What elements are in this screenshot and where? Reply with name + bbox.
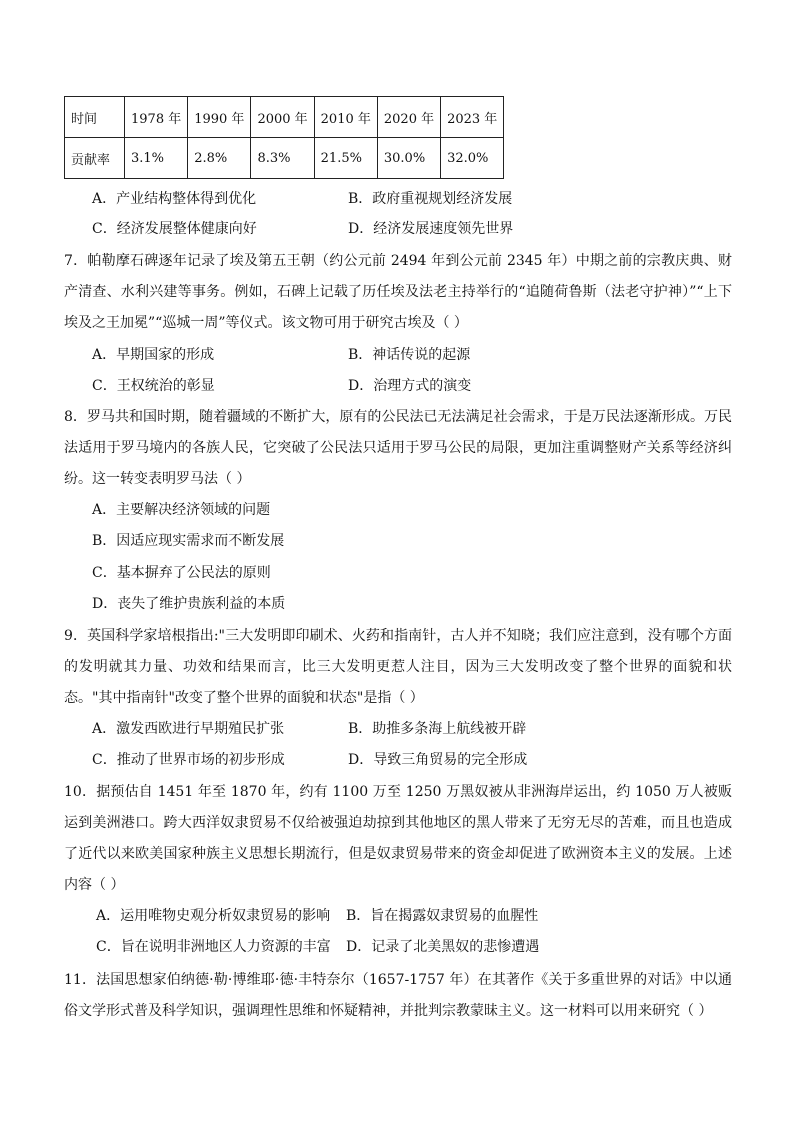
q9-option-c: C．推动了世界市场的初步形成 (92, 752, 285, 768)
table-cell: 时间 (65, 97, 125, 138)
table-cell: 32.0% (441, 138, 504, 179)
q8-option-a: A．主要解决经济领域的问题 (92, 502, 271, 518)
q9-stem: 9．英国科学家培根指出:"三大发明即印刷术、火药和指南针，古人并不知晓；我们应注意到，没有哪个方面的发明就其力量、功效和结果而言，比三大发明更惹人注目，因为三大发明改变了整个世界的面貌和状态。"其中指南针"改变了整个世界的面貌和状态"是指（ ） (64, 628, 732, 706)
q8-option-d: D．丧失了维护贵族利益的本质 (92, 596, 286, 612)
q6-option-b: B．政府重视规划经济发展 (348, 191, 513, 207)
q9-option-a: A．激发西欧进行早期殖民扩张 (92, 721, 285, 737)
q8-stem: 8．罗马共和国时期，随着疆域的不断扩大，原有的公民法已无法满足社会需求，于是万民法逐渐形成。万民法适用于罗马境内的各族人民，它突破了公民法只适用于罗马公民的局限，更加注重调整财产关系等经济纠纷。这一转变表明罗马法（ ） (64, 409, 732, 487)
q7-option-d: D．治理方式的演变 (348, 378, 472, 394)
q8-option-b: B．因适应现实需求而不断发展 (92, 533, 285, 549)
table-cell: 2.8% (188, 138, 251, 179)
q10-option-a: A．运用唯物史观分析奴隶贸易的影响 (96, 908, 331, 924)
q7-option-b: B．神话传说的起源 (348, 347, 471, 363)
q9-option-b: B．助推多条海上航线被开辟 (348, 721, 527, 737)
q6-option-c: C．经济发展整体健康向好 (92, 221, 257, 237)
q8-option-c: C．基本摒弃了公民法的原则 (92, 565, 271, 581)
table-cell: 3.1% (125, 138, 188, 179)
q7-option-c: C．王权统治的彰显 (92, 378, 215, 394)
table-cell: 2020 年 (377, 97, 440, 138)
table-row (65, 97, 504, 138)
table-row (65, 138, 504, 179)
table-cell: 2000 年 (251, 97, 314, 138)
table-cell: 8.3% (251, 138, 314, 179)
table-cell: 2010 年 (314, 97, 377, 138)
q9-option-d: D．导致三角贸易的完全形成 (348, 752, 528, 768)
table-cell: 21.5% (314, 138, 377, 179)
q10-stem: 10．据预估自 1451 年至 1870 年，约有 1100 万至 1250 万黑奴被从非洲海岸运出，约 1050 万人被贩运到美洲港口。跨大西洋奴隶贸易不仅给被强迫劫掠到其他地区的黑人带来了无穷无尽的苦难，而且也造成了近代以来欧美国家种族主义思想长期流行，但是奴隶贸易带来的资金却促进了欧洲资本主义的发展。上述内容（ ） (64, 784, 732, 893)
q7-stem: 7．帕勒摩石碑逐年记录了埃及第五王朝（约公元前 2494 年到公元前 2345 年）中期之前的宗教庆典、财产清查、水利兴建等事务。例如，石碑上记载了历任埃及法老主持举行的“追随荷鲁斯（法老守护神）”“上下埃及之王加冕”“巡城一周”等仪式。该文物可用于研究古埃及（ ） (64, 253, 732, 331)
q7-option-a: A．早期国家的形成 (92, 347, 215, 363)
q10-option-c: C．旨在说明非洲地区人力资源的丰富 (96, 939, 331, 955)
q10-option-b: B．旨在揭露奴隶贸易的血腥性 (346, 908, 539, 924)
table-cell: 2023 年 (441, 97, 504, 138)
table-cell: 1978 年 (125, 97, 188, 138)
q11-stem: 11．法国思想家伯纳德·勒·博维耶·德·丰特奈尔（1657-1757 年）在其著作《关于多重世界的对话》中以通俗文学形式普及科学知识，强调理性思维和怀疑精神，并批判宗教蒙昧主义。这一材料可以用来研究（ ） (64, 972, 732, 1019)
q6-option-d: D．经济发展速度领先世界 (348, 221, 514, 237)
table-cell: 30.0% (377, 138, 440, 179)
table-cell: 贡献率 (65, 138, 125, 179)
contribution-rate-table (64, 96, 504, 179)
q10-option-d: D．记录了北美黑奴的悲惨遭遇 (346, 939, 540, 955)
q6-option-a: A．产业结构整体得到优化 (92, 191, 257, 207)
table-cell: 1990 年 (188, 97, 251, 138)
